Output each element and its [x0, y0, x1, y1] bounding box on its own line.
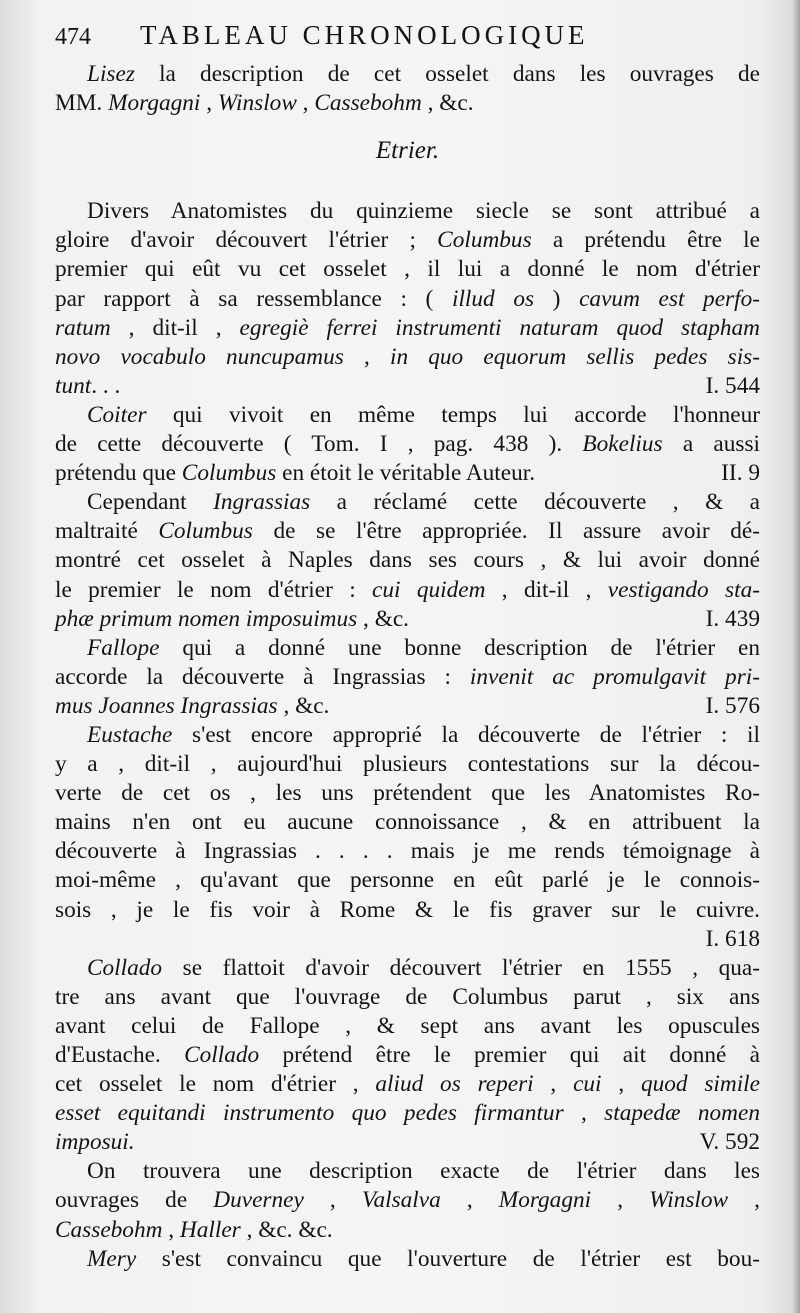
text-line — [55, 343, 760, 372]
text-run: , dit-il , — [110, 314, 240, 341]
text-line — [55, 1245, 760, 1274]
italic-run: ratum — [55, 314, 111, 341]
text-line — [55, 925, 760, 954]
text-line — [55, 60, 760, 89]
reference-tag: I. 544 — [705, 372, 760, 399]
line-content — [55, 459, 535, 488]
text-line — [55, 605, 760, 634]
text-run: qui vivoit en même temps lui accorde l'honneur — [146, 401, 760, 428]
text-run: , — [591, 1187, 650, 1214]
line-content — [55, 372, 120, 401]
italic-run: Ingrassias — [213, 489, 311, 516]
italic-run: Winslow — [649, 1187, 729, 1214]
line-content — [55, 1042, 760, 1068]
italic-run: Cassebohm — [55, 1216, 163, 1243]
italic-run: aliud os reperi — [375, 1071, 534, 1098]
text-run: , &c. &c. — [240, 1216, 333, 1243]
text-line — [55, 372, 760, 401]
text-run: s'est encore approprié la découverte de l'étrier : il — [172, 721, 760, 748]
text-run: en étoit le véritable Auteur. — [276, 460, 536, 487]
line-content — [55, 1100, 760, 1126]
reference-tag: I. 576 — [705, 692, 760, 719]
line-content — [55, 1128, 135, 1157]
text-line — [55, 197, 760, 226]
italic-run: invenit ac promulgavit pri- — [469, 663, 760, 690]
text-run: , — [162, 1216, 180, 1243]
page-number: 474 — [55, 24, 91, 50]
italic-run: stapedæ nomen — [604, 1100, 760, 1127]
text-line — [55, 837, 760, 866]
text-line — [55, 896, 760, 925]
text-run: , — [200, 90, 218, 117]
text-run: sois , je le fis voir à Rome & le fis graver sur le cuivre. — [55, 896, 760, 923]
text-run: On trouvera une description exacte de l'étrier dans les — [87, 1158, 760, 1185]
text-run: , — [728, 1187, 760, 1214]
italic-run: imposui. — [55, 1129, 135, 1156]
line-content — [87, 1246, 760, 1272]
text-run: mains n'en ont eu aucune connoissance , & en attribuent la — [55, 809, 760, 836]
italic-run: cavum est perfo- — [579, 285, 760, 312]
text-run: qui a donné une bonne description de l'étrier en — [159, 634, 760, 661]
text-line — [55, 488, 760, 517]
line-content — [55, 1217, 333, 1243]
reference-tag: V. 592 — [699, 1129, 760, 1156]
text-line — [55, 314, 760, 343]
text-run: prétendu que — [55, 460, 182, 487]
italic-run: Etrier. — [375, 137, 440, 165]
text-line — [55, 517, 760, 546]
running-title: TABLEAU CHRONOLOGIQUE — [140, 20, 589, 50]
text-run: , — [601, 1071, 641, 1098]
italic-run: mus Joannes Ingrassias — [55, 692, 278, 719]
running-head — [55, 20, 760, 60]
line-content — [55, 577, 760, 603]
italic-run: Morgagni — [108, 90, 201, 117]
italic-run: novo vocabulo nuncupamus — [55, 343, 344, 370]
text-line — [55, 1186, 760, 1215]
line-content — [87, 489, 760, 515]
text-run: premier qui eût vu cet osselet , il lui a donné le nom d'étrier — [55, 256, 760, 283]
line-content — [55, 1013, 760, 1039]
text-line — [55, 954, 760, 983]
line-content — [87, 635, 760, 661]
line-content — [55, 984, 760, 1010]
text-line — [55, 721, 760, 750]
line-content — [376, 137, 439, 164]
text-line — [55, 1012, 760, 1041]
text-line — [55, 1099, 760, 1128]
text-line — [55, 1041, 760, 1070]
italic-run: in quo equorum sellis pedes sis- — [389, 343, 760, 370]
line-content — [55, 286, 760, 312]
line-content — [55, 315, 760, 341]
text-run: , dit-il , — [485, 576, 608, 603]
text-run: a prétendu être le — [531, 227, 760, 254]
text-line — [55, 692, 760, 721]
text-run: , &c. — [277, 692, 330, 719]
italic-run: Mery — [87, 1245, 137, 1272]
text-line — [55, 285, 760, 314]
italic-run: esset equitandi instrumento quo pedes firmantur — [55, 1100, 564, 1127]
reference-tag: II. 9 — [721, 460, 760, 487]
line-content — [55, 1071, 760, 1097]
spacer — [55, 165, 760, 197]
text-line — [55, 634, 760, 663]
line-content — [55, 605, 409, 634]
text-run: de cette découverte ( Tom. I , pag. 438 ). — [55, 431, 583, 458]
line-content — [55, 751, 760, 777]
text-line — [55, 1157, 760, 1186]
text-run: prétend être le premier qui ait donné à — [259, 1042, 760, 1068]
text-line — [55, 255, 760, 284]
text-line — [55, 1070, 760, 1099]
italic-run: Columbus — [158, 518, 253, 545]
text-line — [55, 401, 760, 430]
text-run: ) — [534, 285, 580, 312]
line-content — [55, 897, 760, 923]
text-run: avant celui de Fallope , & sept ans avant les opuscules — [55, 1012, 760, 1039]
reference-tag: I. 618 — [705, 925, 760, 952]
text-line — [55, 576, 760, 605]
italic-run: quod simile — [640, 1071, 760, 1098]
line-content — [55, 518, 760, 544]
text-run: . . . — [91, 372, 121, 399]
italic-run: cui — [573, 1071, 602, 1098]
text-run: verte de cet os , les uns prétendent que les Anatomistes Ro- — [55, 780, 760, 807]
italic-run: Collado — [184, 1042, 260, 1068]
line-content — [55, 547, 760, 573]
italic-run: Columbus — [437, 227, 532, 254]
line-content — [87, 1158, 760, 1184]
text-line — [55, 459, 760, 488]
text-line — [55, 663, 760, 692]
text-line — [55, 1128, 760, 1157]
text-run: cet osselet le nom d'étrier , — [55, 1071, 376, 1098]
line-content — [55, 664, 760, 690]
line-content — [55, 90, 474, 116]
body-text — [55, 60, 760, 1274]
text-run: , — [296, 90, 315, 117]
text-run: ouvrages de — [55, 1187, 214, 1214]
text-run: se flattoit d'avoir découvert l'étrier en 1555 , qua- — [162, 954, 760, 981]
reference-tag: I. 439 — [705, 605, 760, 632]
text-line — [55, 808, 760, 837]
italic-run: Columbus — [181, 460, 277, 487]
line-content — [55, 227, 760, 253]
italic-run: Collado — [87, 954, 163, 981]
italic-run: Valsalva — [361, 1187, 441, 1214]
text-line — [55, 750, 760, 779]
text-run: montré cet osselet à Naples dans ses cours , & lui avoir donné — [55, 547, 760, 574]
text-line — [55, 546, 760, 575]
text-run: Divers Anatomistes du quinzieme siecle se sont attribué a — [87, 198, 760, 225]
line-content — [87, 402, 760, 428]
text-run: moi-même , qu'avant que personne en eût parlé je le connois- — [55, 867, 760, 894]
text-run: d'Eustache. — [55, 1042, 185, 1068]
text-line — [55, 430, 760, 459]
text-run: tre ans avant que l'ouvrage de Columbus parut , six ans — [55, 983, 760, 1010]
italic-run: egregiè ferrei instrumenti naturam quod stapham — [239, 314, 760, 341]
italic-run: cui quidem — [372, 576, 486, 603]
text-run: maltraité — [55, 518, 159, 545]
line-content — [55, 344, 760, 370]
italic-run: Eustache — [87, 721, 173, 748]
italic-run: tunt — [55, 372, 92, 399]
text-line — [55, 1216, 760, 1245]
line-content — [55, 692, 329, 721]
italic-run: Winslow — [217, 90, 297, 117]
italic-run: vestigando sta- — [607, 576, 760, 603]
line-content — [55, 431, 760, 457]
text-run: MM. — [55, 90, 109, 117]
italic-run: Lisez — [87, 61, 135, 87]
italic-run: Haller — [179, 1216, 241, 1243]
line-content — [55, 867, 760, 893]
text-run: la description de cet osselet dans les ouvrages de — [134, 61, 760, 87]
text-run: a réclamé cette découverte , & a — [310, 489, 761, 516]
italic-run: Bokelius — [582, 431, 663, 458]
text-line — [55, 226, 760, 255]
text-run: gloire d'avoir découvert l'étrier ; — [55, 227, 438, 254]
line-content — [55, 838, 760, 864]
text-run: a aussi — [662, 431, 760, 458]
text-run: , &c. — [421, 90, 474, 117]
line-content — [55, 1187, 760, 1213]
text-run: par rapport à sa ressemblance : ( — [55, 285, 452, 312]
text-run: découverte à Ingrassias . . . . mais je me rends témoignage à — [55, 838, 760, 865]
italic-run: Coiter — [87, 401, 147, 428]
line-content — [55, 809, 760, 835]
text-run: , — [343, 343, 390, 370]
text-run: s'est convaincu que l'ouverture de l'étrier est bou- — [136, 1245, 760, 1272]
text-run: , — [303, 1187, 362, 1214]
text-line — [55, 89, 760, 118]
section-heading — [55, 136, 760, 165]
text-line — [55, 983, 760, 1012]
text-line — [55, 779, 760, 808]
text-run: , — [563, 1100, 605, 1127]
line-content — [87, 61, 760, 87]
text-run: accorde la découverte à Ingrassias : — [55, 663, 470, 690]
text-run: , — [440, 1187, 499, 1214]
text-run: y a , dit-il , aujourd'hui plusieurs contestations sur la décou- — [55, 751, 760, 778]
line-content — [55, 256, 760, 282]
text-run: de se l'être appropriée. Il assure avoir dé- — [252, 518, 760, 545]
italic-run: Fallope — [87, 634, 160, 661]
text-run: , &c. — [357, 605, 409, 632]
text-run: Cependant — [87, 489, 214, 516]
spacer — [55, 118, 760, 136]
italic-run: phæ primum nomen imposuimus — [55, 605, 358, 632]
line-content — [55, 780, 760, 806]
text-run: le premier le nom d'étrier : — [55, 576, 373, 603]
line-content — [87, 955, 760, 981]
italic-run: Duverney — [213, 1187, 304, 1214]
line-content — [87, 722, 760, 748]
italic-run: Cassebohm — [314, 90, 422, 117]
line-content — [87, 198, 760, 224]
text-line — [55, 866, 760, 895]
italic-run: Morgagni — [498, 1187, 592, 1214]
italic-run: illud os — [451, 285, 535, 312]
text-run: , — [533, 1071, 574, 1098]
